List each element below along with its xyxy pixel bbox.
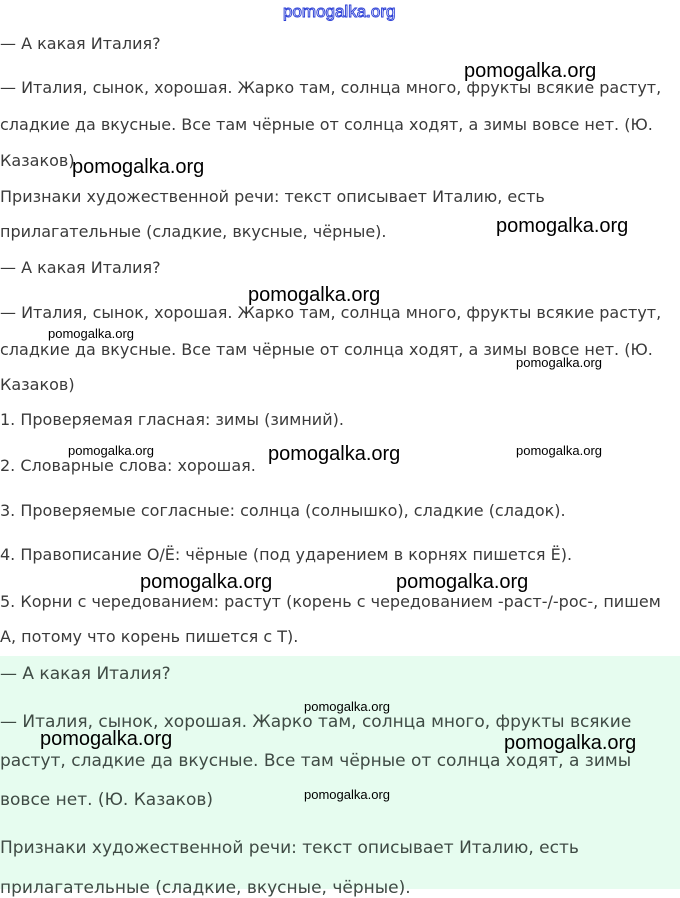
watermark: pomogalka.org [304, 699, 390, 714]
rule-item: 3. Проверяемые согласные: солнца (солнышко), сладкие (сладок). [0, 501, 566, 520]
dialogue-answer-line: сладкие да вкусные. Все там чёрные от солнца ходят, а зимы вовсе нет. (Ю. [0, 340, 653, 359]
dialogue-author: Казаков) [0, 151, 75, 170]
watermark-top: pomogalka.org [283, 2, 396, 21]
dialogue-answer-line: — Италия, сынок, хорошая. Жарко там, солнца много, фрукты всякие [0, 712, 632, 732]
dialogue-author: Казаков) [0, 375, 75, 394]
watermark: pomogalka.org [304, 787, 390, 802]
dialogue-answer-line: сладкие да вкусные. Все там чёрные от солнца ходят, а зимы вовсе нет. (Ю. [0, 115, 653, 134]
dialogue-author: вовсе нет. (Ю. Казаков) [0, 790, 213, 810]
highlighted-answer-block [0, 656, 680, 898]
watermark: pomogalka.org [40, 728, 173, 750]
dialogue-answer-line: растут, сладкие да вкусные. Все там чёрные от солнца ходят, а зимы [0, 751, 632, 771]
watermark: pomogalka.org [496, 215, 629, 237]
rule-item: 4. Правописание О/Ё: чёрные (под ударением в корнях пишется Ё). [0, 545, 573, 564]
rule-item: 2. Словарные слова: хорошая. [0, 456, 256, 475]
dialogue-question: — А какая Италия? [0, 258, 161, 277]
watermark: pomogalka.org [72, 156, 205, 178]
watermark: pomogalka.org [248, 284, 381, 306]
watermark: pomogalka.org [396, 571, 529, 593]
features-line: Признаки художественной речи: текст описывает Италию, есть [0, 838, 579, 858]
watermark: pomogalka.org [48, 326, 134, 341]
dialogue-answer-line: — Италия, сынок, хорошая. Жарко там, солнца много, фрукты всякие растут, [0, 303, 662, 322]
features-line: прилагательные (сладкие, вкусные, чёрные). [0, 222, 387, 241]
watermark: pomogalka.org [68, 443, 154, 458]
watermark: pomogalka.org [504, 732, 637, 754]
dialogue-question: — А какая Италия? [0, 664, 171, 684]
watermark: pomogalka.org [464, 60, 597, 82]
features-line: Признаки художественной речи: текст описывает Италию, есть [0, 187, 545, 206]
watermark: pomogalka.org [516, 443, 602, 458]
watermark: pomogalka.org [268, 443, 401, 465]
rule-item: 1. Проверяемая гласная: зимы (зимний). [0, 410, 344, 429]
watermark: pomogalka.org [516, 355, 602, 370]
features-line: прилагательные (сладкие, вкусные, чёрные). [0, 878, 411, 898]
dialogue-answer-line: — Италия, сынок, хорошая. Жарко там, солнца много, фрукты всякие растут, [0, 78, 662, 97]
rule-item: 5. Корни с чередованием: растут (корень с чередованием -раст-/-рос-, пишем [0, 592, 661, 611]
dialogue-question: — А какая Италия? [0, 34, 161, 53]
watermark: pomogalka.org [140, 571, 273, 593]
rule-item: А, потому что корень пишется с Т). [0, 627, 299, 646]
